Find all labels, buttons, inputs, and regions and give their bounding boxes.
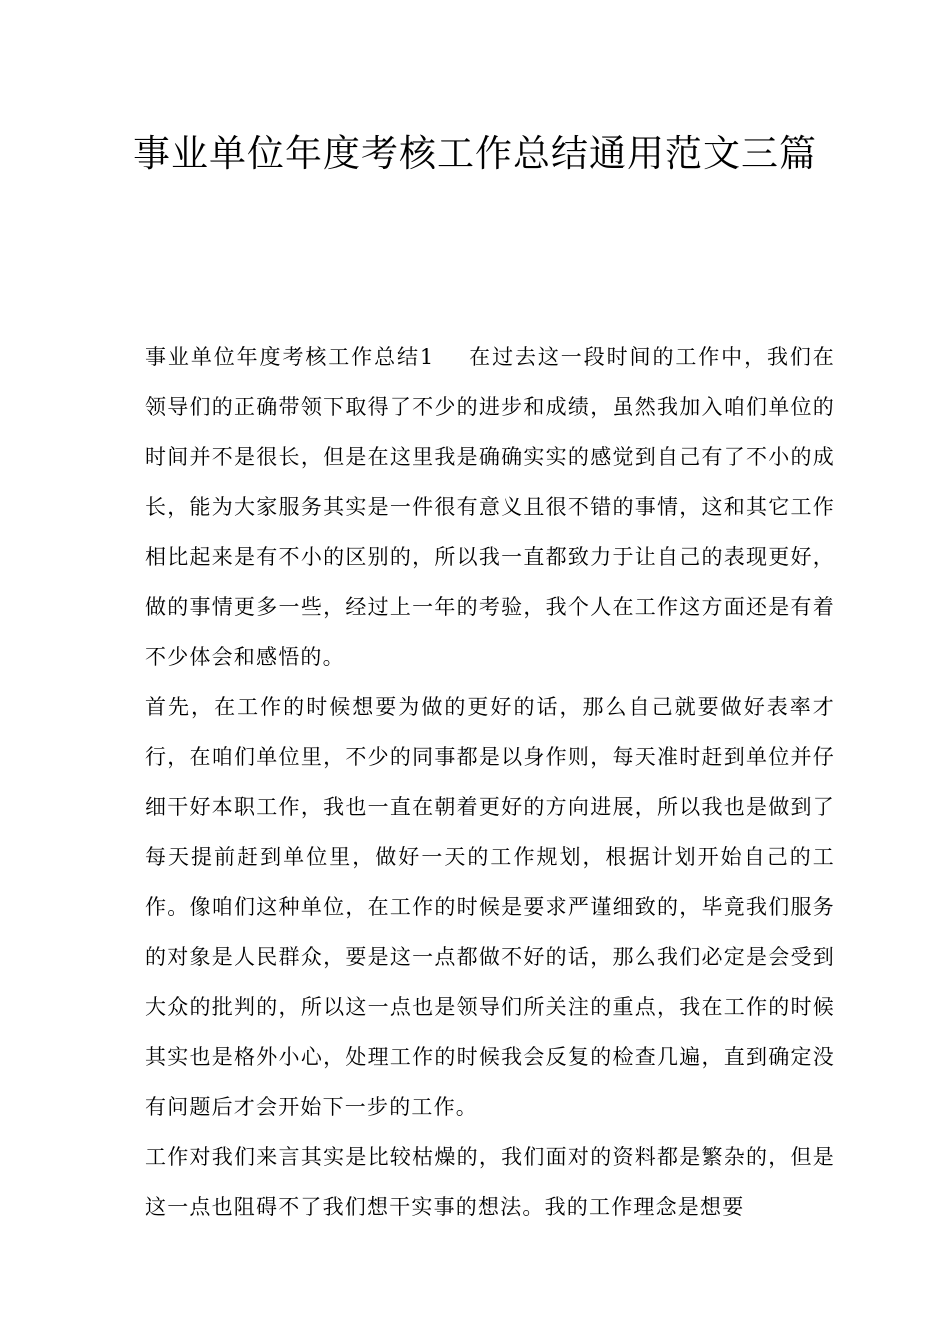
paragraph-1: [145, 332, 835, 682]
document-body: [145, 332, 835, 1232]
section-heading: 事业单位年度考核工作总结1: [145, 345, 435, 369]
paragraph-3: 工作对我们来言其实是比较枯燥的，我们面对的资料都是繁杂的，但是这一点也阻碍不了我们想干实事的想法。我的工作理念是想要: [145, 1145, 835, 1219]
document-title: 事业单位年度考核工作总结通用范文三篇: [133, 132, 817, 175]
paragraph-1-text: 在过去这一段时间的工作中，我们在领导们的正确带领下取得了不少的进步和成绩，虽然我加入咱们单位的时间并不是很长，但是在这里我是确确实实的感觉到自己有了不小的成长，能为大家服务其实是一件很有意义且很不错的事情，这和其它工作相比起来是有不小的区别的，所以我一直都致力于让自己的表现更好，做的事情更多一些，经过上一年的考验，我个人在工作这方面还是有着不少体会和感悟的。: [145, 345, 835, 669]
paragraph-2: 首先，在工作的时候想要为做的更好的话，那么自己就要做好表率才行，在咱们单位里，不少的同事都是以身作则，每天准时赶到单位并仔细干好本职工作，我也一直在朝着更好的方向进展，所以我也是做到了每天提前赶到单位里，做好一天的工作规划，根据计划开始自己的工作。像咱们这种单位，在工作的时候是要求严谨细致的，毕竟我们服务的对象是人民群众，要是这一点都做不好的话，那么我们必定是会受到大众的批判的，所以这一点也是领导们所关注的重点，我在工作的时候其实也是格外小心，处理工作的时候我会反复的检查几遍，直到确定没有问题后才会开始下一步的工作。: [145, 695, 835, 1119]
